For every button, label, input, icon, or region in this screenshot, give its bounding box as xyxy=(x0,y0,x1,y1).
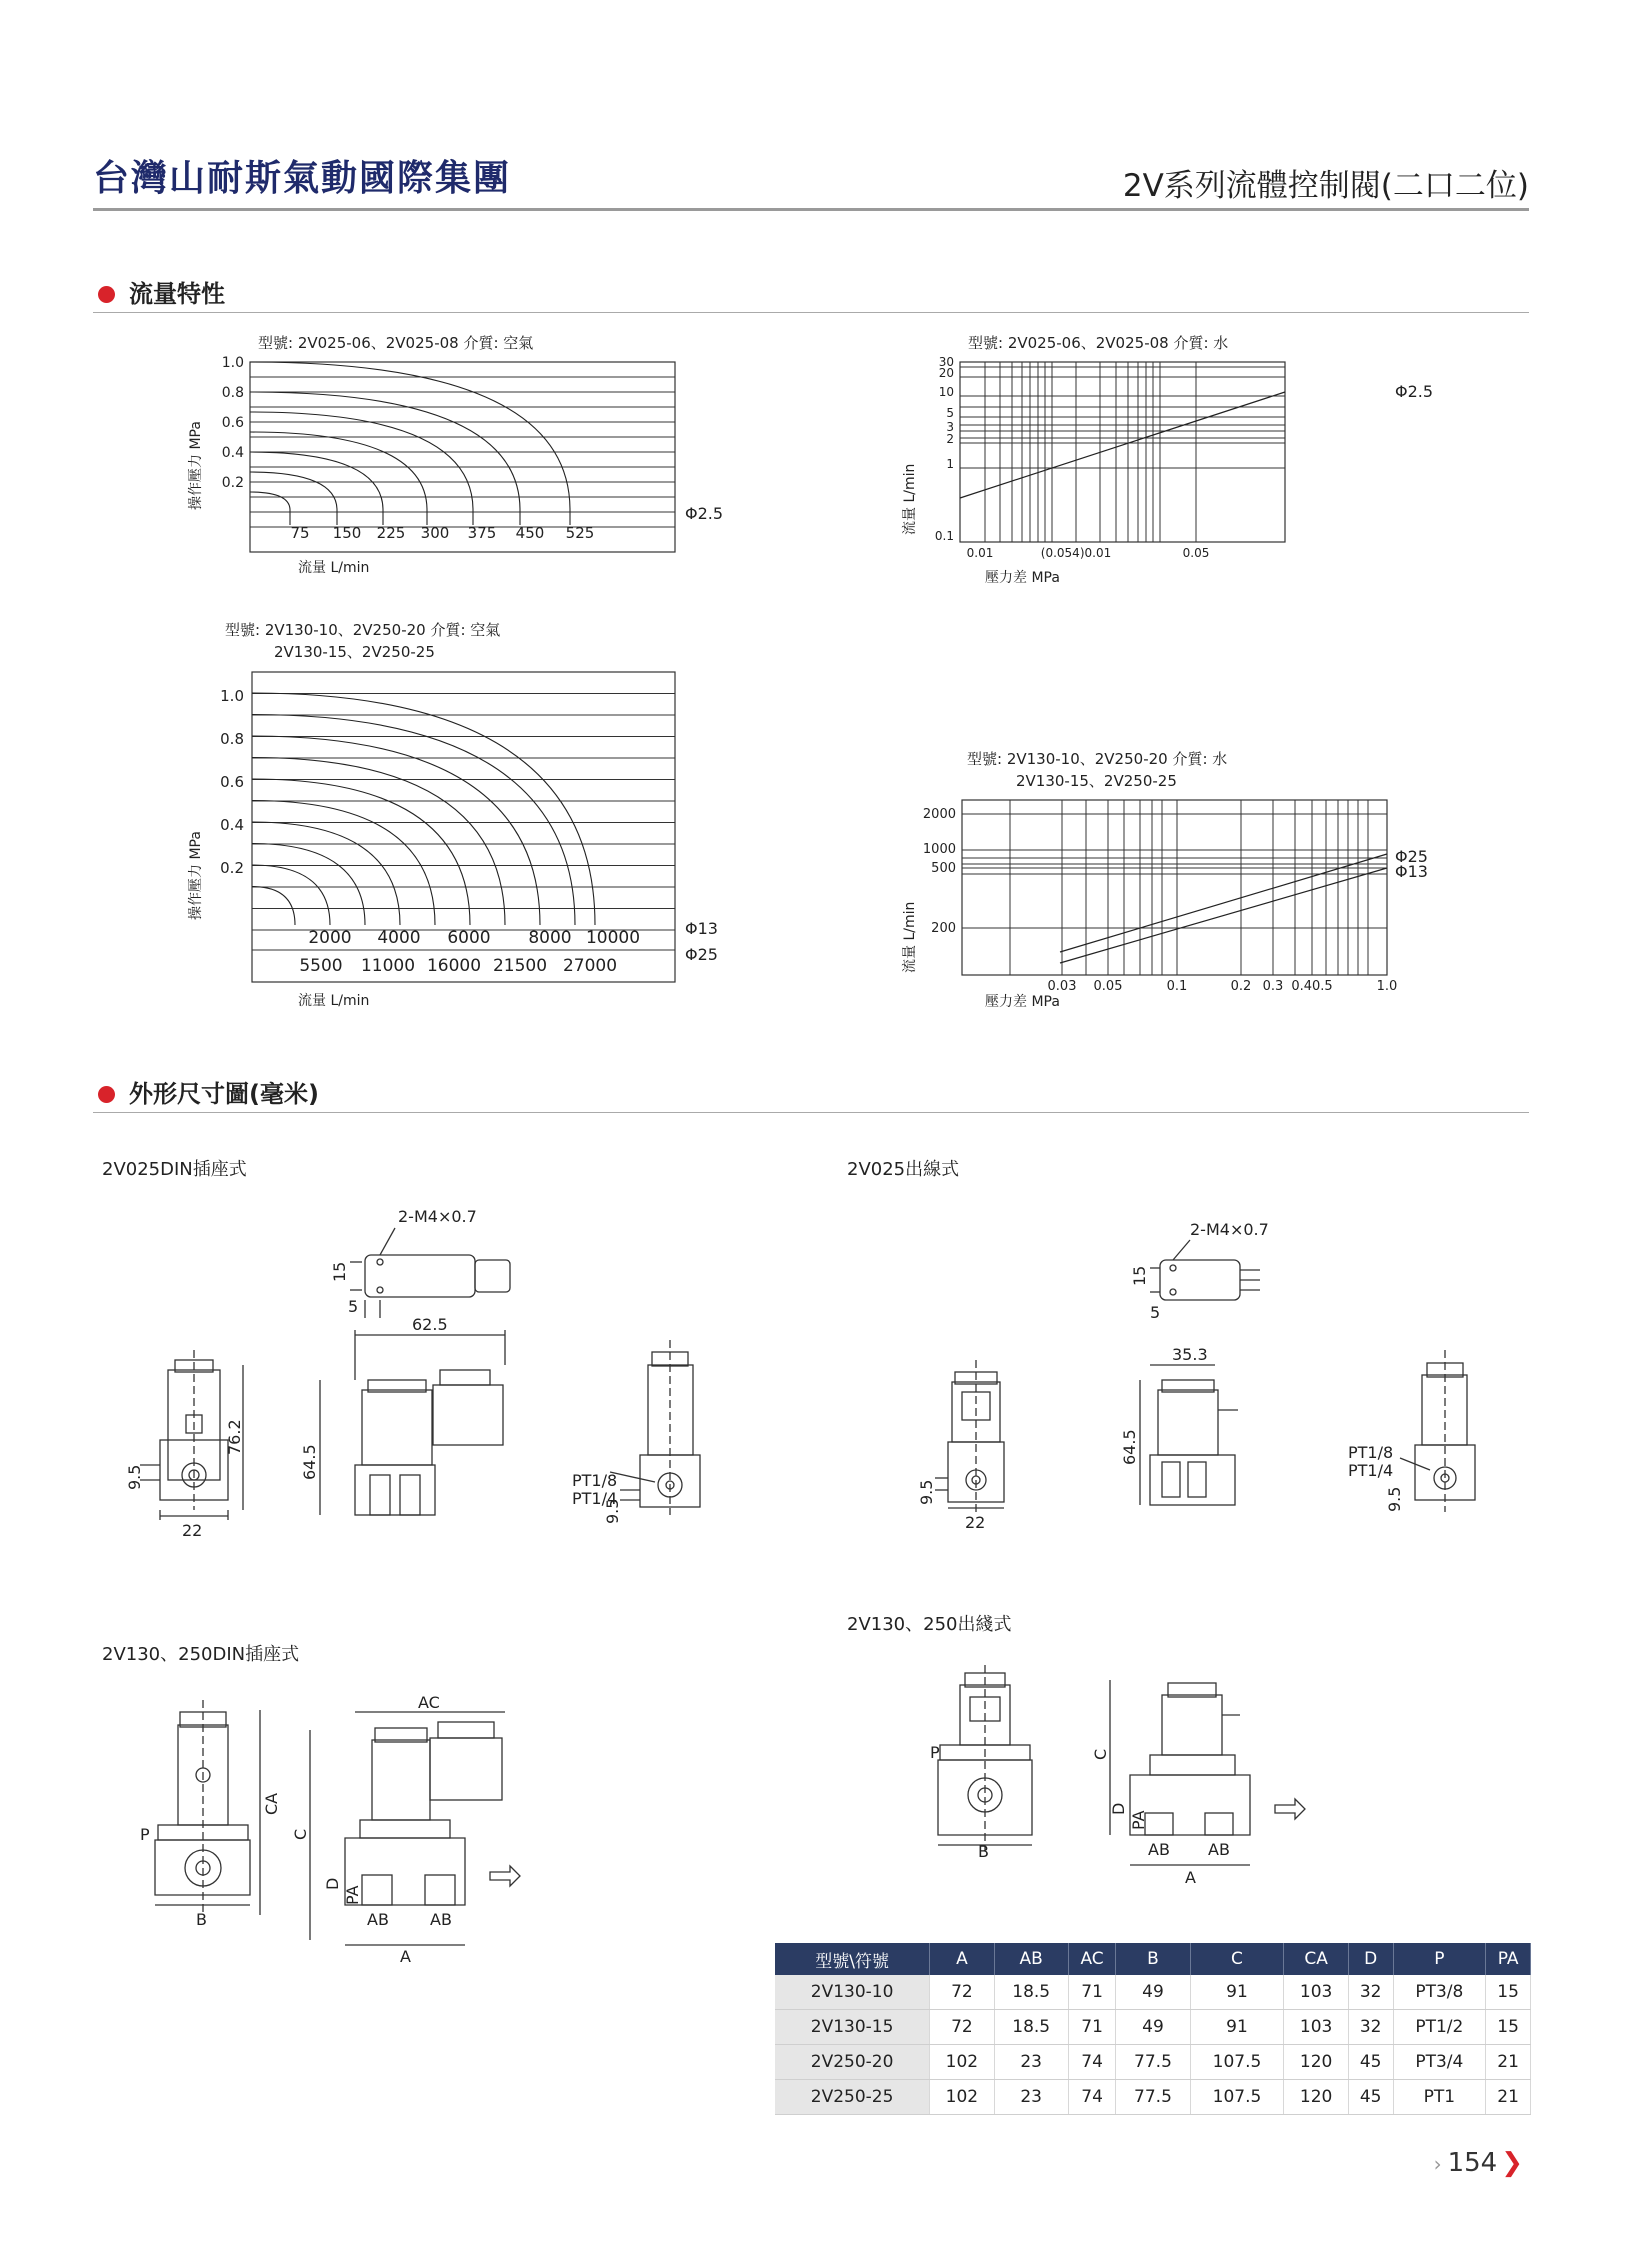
chart3-xtick-25: 21500 xyxy=(492,956,548,976)
table-cell: 102 xyxy=(930,2080,994,2115)
table-header-cell: D xyxy=(1348,1943,1393,1975)
chart1-xtick: 375 xyxy=(467,524,497,542)
drawing1-label: PT1/4 xyxy=(572,1489,618,1508)
chart4-xtick: 0.2 xyxy=(1230,979,1252,994)
chart1-curve xyxy=(250,412,473,510)
chart1-curve xyxy=(250,472,337,510)
chart2-ytick: 20 xyxy=(938,366,954,380)
chart3-ytick: 1.0 xyxy=(220,687,244,705)
chart1-grid xyxy=(250,362,675,527)
drawing2 xyxy=(860,1200,1500,1580)
drawing1 xyxy=(100,1200,740,1580)
section-rule xyxy=(93,312,1529,313)
chart3-xtick-13: 6000 xyxy=(447,928,491,948)
table-cell: 15 xyxy=(1486,1975,1531,2010)
page-number xyxy=(1434,2148,1523,2178)
chart4-ytick: 200 xyxy=(931,921,956,936)
bullet-dot-icon xyxy=(98,286,115,303)
drawing4 xyxy=(900,1665,1360,1905)
table-cell: 107.5 xyxy=(1190,2080,1284,2115)
chart3-curve xyxy=(252,844,365,926)
chart2-ytick: 10 xyxy=(938,385,954,399)
table-header-cell: C xyxy=(1190,1943,1284,1975)
chart4-xtick: 1.0 xyxy=(1376,979,1398,994)
drawing3-p: P xyxy=(140,1825,150,1844)
chart2-series-label: Φ2.5 xyxy=(1395,382,1434,401)
chart4-xlabel: 壓力差 MPa xyxy=(985,994,1060,1010)
chart2-grid xyxy=(960,362,1285,542)
chart1-ytick: 0.8 xyxy=(221,385,244,401)
table-cell: 74 xyxy=(1068,2045,1116,2080)
drawing1-label: 9.5 xyxy=(603,1498,622,1524)
drawing4-a: A xyxy=(1185,1868,1196,1887)
table-cell: 45 xyxy=(1348,2080,1393,2115)
table-cell: 91 xyxy=(1190,2010,1284,2045)
chart3-xtick-25: 11000 xyxy=(360,956,416,976)
chart1-curve xyxy=(250,392,520,510)
chart2-xtick: 0.01 xyxy=(966,546,994,560)
drawing2-label: PT1/8 xyxy=(1348,1443,1394,1462)
drawing2-label: PT1/4 xyxy=(1348,1461,1394,1480)
table-cell: 2V250-20 xyxy=(775,2045,930,2080)
chart3 xyxy=(180,660,740,1020)
table-cell: PT1 xyxy=(1393,2080,1486,2115)
chevron-right-icon: › xyxy=(1433,2152,1442,2176)
chart3-xtick-25: 5500 xyxy=(299,956,343,976)
chart4-ytick: 2000 xyxy=(922,807,956,822)
chart1-curves xyxy=(250,362,570,525)
chart3-title-line2: 2V130-15、2V250-25 xyxy=(274,643,435,661)
table-cell: 77.5 xyxy=(1116,2080,1190,2115)
table-cell: 23 xyxy=(994,2045,1068,2080)
chart2 xyxy=(890,350,1450,590)
drawing2-label: 9.5 xyxy=(917,1479,936,1505)
chart2-ytick: 1 xyxy=(946,457,954,471)
chart3-xtick-13: 8000 xyxy=(528,928,572,948)
drawing1-label: 5 xyxy=(348,1297,359,1316)
drawing3-ab: AB xyxy=(367,1910,389,1929)
section-heading-dims xyxy=(98,1074,319,1109)
table-header-cell: CA xyxy=(1284,1943,1348,1975)
drawing3-a: A xyxy=(400,1947,411,1966)
chart2-ylabel: 流量 L/min xyxy=(902,463,918,535)
table-row xyxy=(775,2010,1531,2045)
chart1-curve xyxy=(250,432,427,510)
drawing1-title: 2V025DIN插座式 xyxy=(102,1159,247,1180)
drawing4-ab: AB xyxy=(1208,1840,1230,1859)
chart3-ytick: 0.6 xyxy=(220,773,244,791)
chart2-ytick: 3 xyxy=(946,420,954,434)
drawing3-ca: CA xyxy=(262,1792,281,1815)
chart1-title: 型號: 2V025-06、2V025-08 介質: 空氣 xyxy=(258,334,534,352)
chart3-ytick: 0.4 xyxy=(220,816,244,834)
drawing2-label: 5 xyxy=(1150,1303,1161,1322)
chart1-xtick: 75 xyxy=(290,524,310,542)
table-header-cell: P xyxy=(1393,1943,1486,1975)
table-cell: 91 xyxy=(1190,1975,1284,2010)
document-title: 2V系列流體控制閥(二口二位) xyxy=(1122,168,1529,204)
chart1-ytick: 1.0 xyxy=(221,355,244,371)
table-row xyxy=(775,1975,1531,2010)
section-heading-flow xyxy=(98,274,225,309)
drawing1-label: 2-M4×0.7 xyxy=(398,1207,477,1226)
chart3-grid xyxy=(252,672,675,950)
chart1-curve xyxy=(250,362,570,510)
chart3-curve xyxy=(252,887,295,926)
table-header-cell: B xyxy=(1116,1943,1190,1975)
drawing3 xyxy=(100,1680,560,1970)
table-cell: 21 xyxy=(1486,2045,1531,2080)
chart4-xtick: 0.40.5 xyxy=(1291,979,1333,994)
drawing3-c: C xyxy=(291,1828,310,1840)
table-cell: 72 xyxy=(930,1975,994,2010)
chart4-title: 型號: 2V130-10、2V250-20 介質: 水 xyxy=(967,750,1228,768)
drawing3-pa: PA xyxy=(343,1885,362,1905)
table-cell: PT3/8 xyxy=(1393,1975,1486,2010)
drawing4-pa: PA xyxy=(1129,1810,1148,1830)
chart3-xlabel: 流量 L/min xyxy=(298,993,370,1009)
chart1-xtick: 150 xyxy=(332,524,362,542)
chart1-xtick: 300 xyxy=(420,524,450,542)
drawing2-label: 9.5 xyxy=(1385,1486,1404,1512)
chart2-ytick: 2 xyxy=(946,432,954,446)
chart1-curve xyxy=(250,452,383,510)
chart4-series-label-25: Φ25 xyxy=(1395,847,1428,866)
page-number-label: 154 xyxy=(1447,2148,1498,2178)
chart4 xyxy=(890,788,1450,1018)
table-cell: 2V130-15 xyxy=(775,2010,930,2045)
table-cell: PT1/2 xyxy=(1393,2010,1486,2045)
chart4-title-line2: 2V130-15、2V250-25 xyxy=(1016,772,1177,790)
table-cell: 102 xyxy=(930,2045,994,2080)
chart1-ytick: 0.4 xyxy=(221,445,244,461)
chart3-curve xyxy=(252,865,330,925)
chart3-curve xyxy=(252,801,435,926)
chart2-ytick: 0.1 xyxy=(934,529,954,543)
table-cell: 103 xyxy=(1284,2010,1348,2045)
drawing4-c: C xyxy=(1091,1748,1110,1760)
chart3-ytick: 0.2 xyxy=(220,859,244,877)
drawing3-ac: AC xyxy=(418,1693,440,1712)
chart1-ytick: 0.6 xyxy=(221,415,244,431)
chart3-xtick-25: 27000 xyxy=(562,956,618,976)
chart4-xtick: 0.03 xyxy=(1047,979,1077,994)
chart4-xtick: 0.1 xyxy=(1166,979,1188,994)
table-header-cell: 型號\符號 xyxy=(775,1943,930,1975)
chart2-ytick: 5 xyxy=(946,406,954,420)
table-header-cell: AB xyxy=(994,1943,1068,1975)
chart2-ytick: 30 xyxy=(938,355,954,369)
table-cell: 32 xyxy=(1348,1975,1393,2010)
drawing2-title: 2V025出線式 xyxy=(847,1159,960,1180)
chevron-right-icon: ❯ xyxy=(1501,2148,1523,2178)
chart4-ytick: 500 xyxy=(931,861,956,876)
table-cell: 77.5 xyxy=(1116,2045,1190,2080)
table-cell: 74 xyxy=(1068,2080,1116,2115)
table-cell: PT3/4 xyxy=(1393,2045,1486,2080)
section-heading-flow-label: 流量特性 xyxy=(129,280,225,308)
table-header-row xyxy=(775,1943,1531,1975)
chart4-ylabel: 流量 L/min xyxy=(902,901,918,973)
drawing4-title: 2V130、250出綫式 xyxy=(847,1614,1012,1635)
chart3-curves xyxy=(252,693,595,925)
drawing4-d: D xyxy=(1109,1802,1128,1815)
chart3-title: 型號: 2V130-10、2V250-20 介質: 空氣 xyxy=(225,621,501,639)
chart1-curve xyxy=(250,492,290,510)
chart2-series-line xyxy=(960,392,1285,498)
chart3-xtick-13: 4000 xyxy=(377,928,421,948)
chart3-curve xyxy=(252,715,575,926)
drawing2-label: 2-M4×0.7 xyxy=(1190,1220,1269,1239)
table-cell: 23 xyxy=(994,2080,1068,2115)
table-row xyxy=(775,2080,1531,2115)
table-cell: 32 xyxy=(1348,2010,1393,2045)
chart1-series-label: Φ2.5 xyxy=(685,504,724,523)
chart4-xtick: 0.3 xyxy=(1262,979,1284,994)
bullet-dot-icon xyxy=(98,1086,115,1103)
chart4-grid xyxy=(962,800,1387,975)
table-cell: 72 xyxy=(930,2010,994,2045)
drawing3-d: D xyxy=(323,1877,342,1890)
drawing2-label: 22 xyxy=(965,1513,986,1532)
header-rule xyxy=(93,208,1529,211)
table-header-cell: AC xyxy=(1068,1943,1116,1975)
table-cell: 49 xyxy=(1116,2010,1190,2045)
section-rule xyxy=(93,1112,1529,1113)
chart1-xtick: 450 xyxy=(515,524,545,542)
section-heading-dims-label: 外形尺寸圖(毫米) xyxy=(129,1080,319,1108)
table-cell: 2V130-10 xyxy=(775,1975,930,2010)
drawing1-label: 22 xyxy=(182,1521,203,1540)
table-cell: 21 xyxy=(1486,2080,1531,2115)
chart1-xtick: 225 xyxy=(376,524,406,542)
table-cell: 120 xyxy=(1284,2080,1348,2115)
drawing4-ab: AB xyxy=(1148,1840,1170,1859)
drawing3-b: B xyxy=(196,1910,207,1929)
drawing1-label: 9.5 xyxy=(125,1464,144,1490)
table-cell: 49 xyxy=(1116,1975,1190,2010)
dimension-table xyxy=(775,1943,1531,2115)
drawing1-label: 15 xyxy=(330,1261,349,1282)
drawing1-label: 62.5 xyxy=(412,1315,448,1334)
drawing4-b: B xyxy=(978,1842,989,1861)
chart2-frame xyxy=(960,362,1285,542)
chart3-xtick-25: 16000 xyxy=(426,956,482,976)
chart3-ylabel: 操作壓力 MPa xyxy=(188,831,204,920)
chart1-ytick: 0.2 xyxy=(221,475,244,491)
chart2-title: 型號: 2V025-06、2V025-08 介質: 水 xyxy=(968,334,1229,352)
chart4-xtick: 0.05 xyxy=(1093,979,1123,994)
chart3-series-label-13: Φ13 xyxy=(685,919,718,938)
drawing2-label: 15 xyxy=(1130,1265,1149,1286)
table-cell: 71 xyxy=(1068,2010,1116,2045)
chart3-xtick-13: 10000 xyxy=(585,928,641,948)
table-cell: 45 xyxy=(1348,2045,1393,2080)
chart3-xtick-13: 2000 xyxy=(308,928,352,948)
table-cell: 18.5 xyxy=(994,2010,1068,2045)
table-cell: 15 xyxy=(1486,2010,1531,2045)
table-cell: 107.5 xyxy=(1190,2045,1284,2080)
drawing3-title: 2V130、250DIN插座式 xyxy=(102,1644,300,1665)
chart3-series-label-25: Φ25 xyxy=(685,945,718,964)
chart4-ytick: 1000 xyxy=(922,842,956,857)
table-header-cell: PA xyxy=(1486,1943,1531,1975)
chart1 xyxy=(180,350,740,590)
chart2-xtick: (0.054)0.01 xyxy=(1040,546,1112,560)
table-cell: 103 xyxy=(1284,1975,1348,2010)
chart3-curve xyxy=(252,822,400,925)
chart1-ylabel: 操作壓力 MPa xyxy=(188,421,204,510)
chart2-xtick: 0.05 xyxy=(1182,546,1210,560)
drawing4-p: P xyxy=(930,1743,940,1762)
chart4-series-label-13: Φ13 xyxy=(1395,862,1428,881)
table-header-cell: A xyxy=(930,1943,994,1975)
chart3-curve xyxy=(252,736,540,925)
brand-title: 台灣山耐斯氣動國際集團 xyxy=(93,158,512,199)
drawing2-label: 35.3 xyxy=(1172,1345,1208,1364)
drawing3-ab: AB xyxy=(430,1910,452,1929)
chart3-curve xyxy=(252,693,595,925)
drawing1-label: 64.5 xyxy=(300,1444,319,1480)
table-cell: 2V250-25 xyxy=(775,2080,930,2115)
table-cell: 120 xyxy=(1284,2045,1348,2080)
chart1-xtick: 525 xyxy=(565,524,595,542)
chart4-frame xyxy=(962,800,1387,975)
table-cell: 71 xyxy=(1068,1975,1116,2010)
chart2-xlabel: 壓力差 MPa xyxy=(985,570,1060,586)
table-cell: 18.5 xyxy=(994,1975,1068,2010)
chart3-ytick: 0.8 xyxy=(220,730,244,748)
table-row xyxy=(775,2045,1531,2080)
drawing2-label: 64.5 xyxy=(1120,1429,1139,1465)
chart1-xlabel: 流量 L/min xyxy=(298,560,370,576)
drawing1-label: PT1/8 xyxy=(572,1471,618,1490)
drawing1-label: 76.2 xyxy=(225,1419,244,1455)
